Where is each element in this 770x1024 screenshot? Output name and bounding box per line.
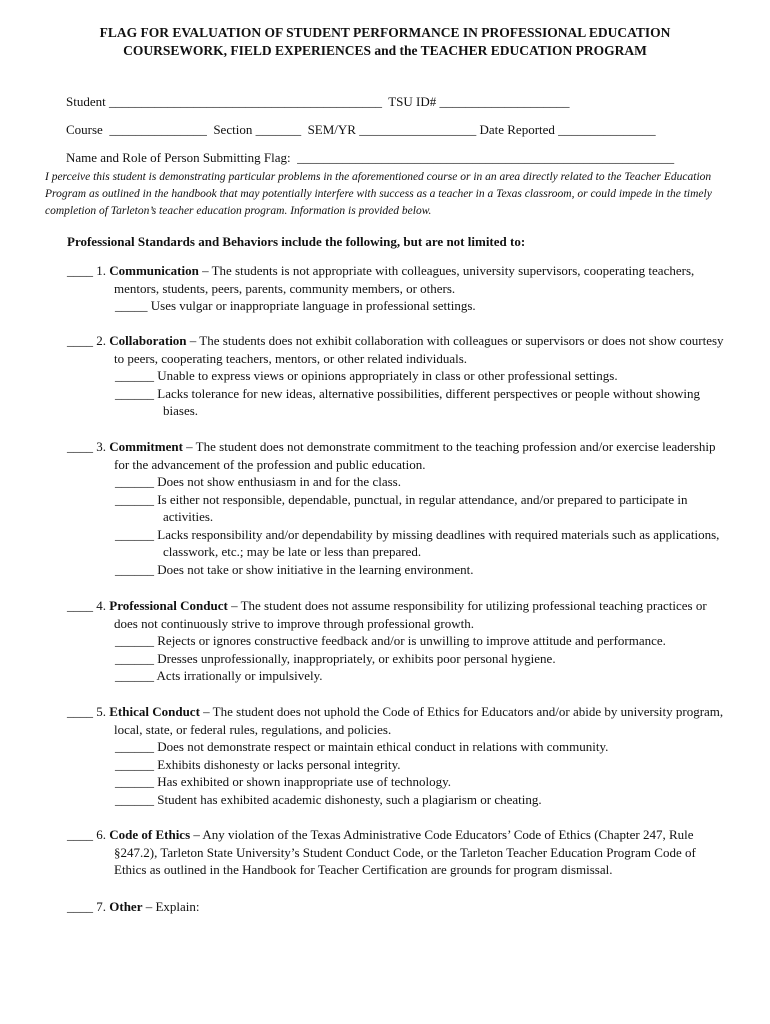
item-name: Commitment [109, 439, 183, 454]
item-checkbox-line[interactable]: ____ 3. [67, 439, 110, 454]
item-checkbox-line[interactable]: ____ 2. [67, 333, 110, 348]
item-description: – The students does not exhibit collaboration with colleagues or supervisors or does not show courtesy to peers, cooperating teachers, mentors, or other related individuals. [114, 333, 724, 366]
item-collaboration [67, 332, 727, 420]
standards-intro: Professional Standards and Behaviors include the following, but are not limited to: [67, 234, 526, 249]
sub-item[interactable]: _____ Uses vulgar or inappropriate language in professional settings. [115, 298, 476, 313]
item-commitment [67, 438, 727, 578]
item-heading [67, 438, 727, 473]
item-checkbox-line[interactable]: ____ 4. [67, 598, 110, 613]
item-name: Code of Ethics [109, 827, 191, 842]
sub-item[interactable]: ______ Lacks tolerance for new ideas, alternative possibilities, different perspectives or people without showing biases. [115, 385, 700, 418]
item-other [67, 898, 727, 916]
item-checkbox-line[interactable]: ____ 7. [67, 899, 110, 914]
item-communication [67, 262, 727, 315]
course-line[interactable]: Course _______________ Section _______ SEM/YR __________________ Date Reported _______________ [66, 122, 656, 137]
item-heading [67, 262, 727, 297]
sub-item[interactable]: ______ Rejects or ignores constructive feedback and/or is unwilling to improve attitude and performance. [115, 633, 666, 648]
item-description: – The student does not demonstrate commitment to the teaching profession and/or exercise leadership for the advancement of the profession and public education. [114, 439, 716, 472]
item-heading [67, 898, 727, 916]
item-ethical-conduct [67, 703, 727, 808]
item-name: Ethical Conduct [109, 704, 200, 719]
item-heading [67, 826, 727, 879]
instructions-note: I perceive this student is demonstrating particular problems in the aforementioned course or in an area directly related to the Teacher Education Program as outlined in the handbook that may potentially interfere with success as a teacher in a Texas classroom, or could impede in the timely completion of Tarleton’s teacher education program. Information is provided below. [45, 171, 712, 217]
sub-item[interactable]: ______ Lacks responsibility and/or dependability by missing deadlines with required materials such as applications, classwork, etc.; may be late or less than prepared. [115, 526, 720, 559]
item-heading [67, 332, 727, 367]
submitter-line[interactable]: Name and Role of Person Submitting Flag: __________________________________________________________ [66, 150, 675, 165]
student-line[interactable]: Student __________________________________________ TSU ID# ____________________ [66, 94, 570, 109]
item-checkbox-line[interactable]: ____ 6. [67, 827, 110, 842]
item-description: – Any violation of the Texas Administrative Code Educators’ Code of Ethics (Chapter 247, Rule §247.2), Tarleton State University’s Student Conduct Code, or the Tarleton Teacher Education Program Code of Ethics as outlined in the Handbook for Teacher Certification are grounds for program dismissal. [114, 827, 696, 877]
sub-item[interactable]: ______ Does not show enthusiasm in and for the class. [115, 474, 401, 489]
title-line-1: FLAG FOR EVALUATION OF STUDENT PERFORMANCE IN PROFESSIONAL EDUCATION [99, 25, 671, 40]
item-checkbox-line[interactable]: ____ 5. [67, 704, 110, 719]
item-description: – Explain: [142, 899, 200, 914]
item-heading [67, 703, 727, 738]
item-checkbox-line[interactable]: ____ 1. [67, 263, 110, 278]
sub-item[interactable]: ______ Does not demonstrate respect or maintain ethical conduct in relations with community. [115, 739, 609, 754]
form-title [0, 24, 770, 60]
sub-item[interactable]: ______ Unable to express views or opinions appropriately in class or other professional settings. [115, 368, 618, 383]
item-name: Professional Conduct [109, 598, 228, 613]
sub-item[interactable]: ______ Is either not responsible, dependable, punctual, in regular attendance, and/or prepared to participate in activities. [115, 491, 688, 524]
sub-item[interactable]: ______ Student has exhibited academic dishonesty, such a plagiarism or cheating. [115, 791, 542, 807]
title-line-2: COURSEWORK, FIELD EXPERIENCES and the TEACHER EDUCATION PROGRAM [123, 43, 647, 58]
sub-item[interactable]: ______ Dresses unprofessionally, inappropriately, or exhibits poor personal hygiene. [115, 650, 556, 666]
sub-item[interactable]: ______ Does not take or show initiative in the learning environment. [115, 561, 474, 577]
item-name: Communication [109, 263, 199, 278]
item-description: – The student does not uphold the Code of Ethics for Educators and/or abide by university program, local, state, or federal rules, regulations, and policies. [114, 704, 724, 737]
sub-item[interactable]: ______ Exhibits dishonesty or lacks personal integrity. [115, 756, 401, 772]
item-code-of-ethics [67, 826, 727, 879]
item-name: Other [109, 899, 143, 914]
sub-item[interactable]: ______ Acts irrationally or impulsively. [115, 668, 323, 683]
item-description: – The students is not appropriate with colleagues, university supervisors, cooperating teachers, mentors, students, peers, parents, community members, or others. [114, 263, 695, 296]
item-description: – The student does not assume responsibility for utilizing professional teaching practices or does not continuously strive to improve through professional growth. [114, 598, 707, 631]
item-name: Collaboration [109, 333, 187, 348]
item-professional-conduct [67, 597, 727, 685]
sub-item[interactable]: ______ Has exhibited or shown inappropriate use of technology. [115, 774, 452, 789]
item-heading [67, 597, 727, 632]
